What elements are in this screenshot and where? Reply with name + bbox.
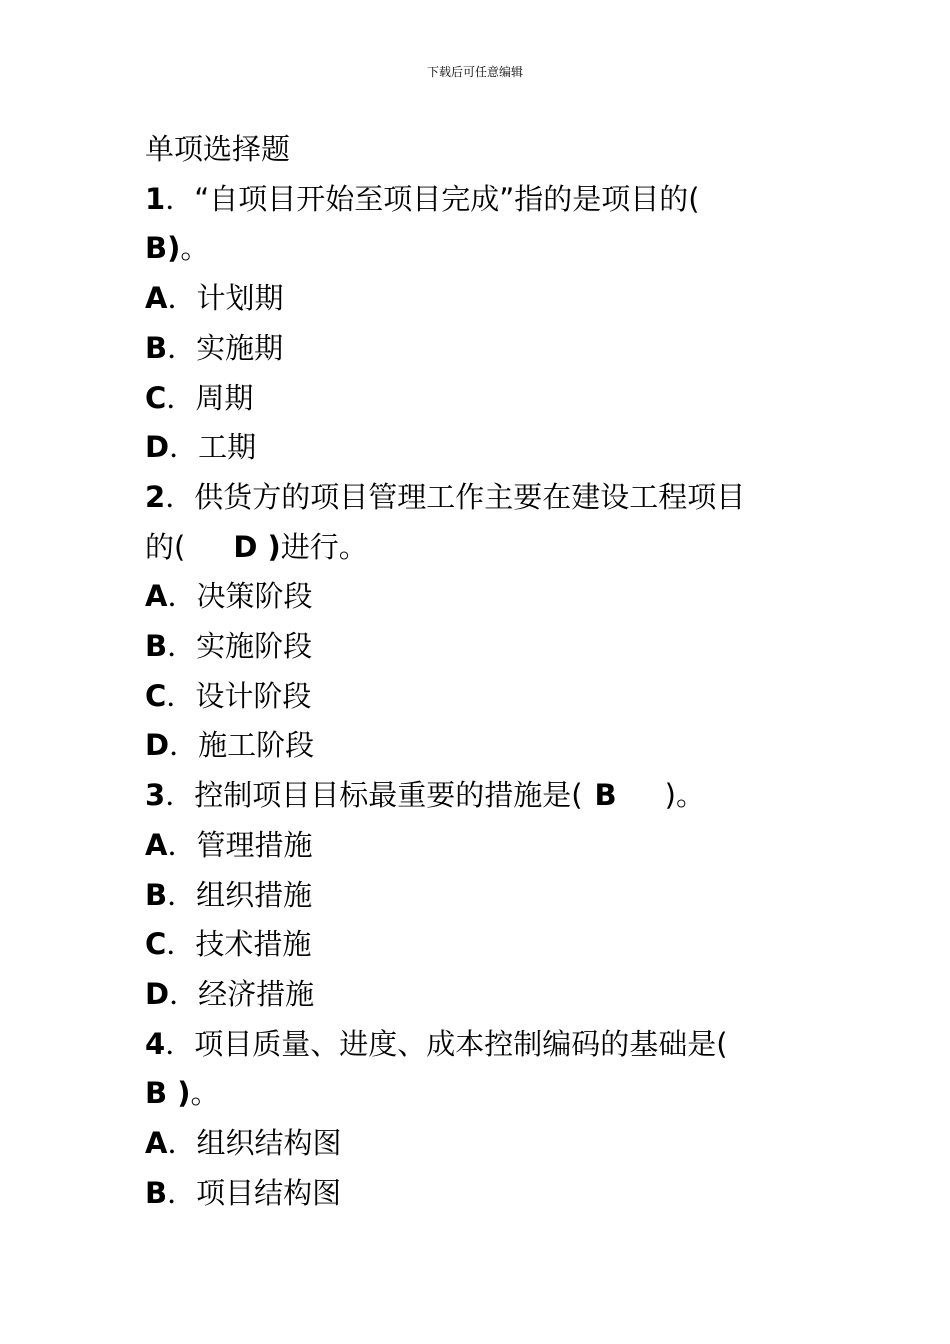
option-text: 决策阶段 — [196, 579, 313, 614]
option-letter: B — [145, 877, 168, 912]
option-text: 周期 — [195, 380, 254, 415]
option-text: 项目结构图 — [196, 1175, 342, 1210]
option-item — [145, 423, 810, 473]
option-sep: ． — [167, 877, 197, 912]
option-text: 实施阶段 — [196, 629, 313, 664]
option-sep: ． — [167, 1175, 197, 1210]
question-text-tail: 。 — [190, 1076, 220, 1111]
question-4-stem-line-1 — [145, 1020, 810, 1070]
option-sep: ． — [169, 430, 199, 465]
option-item — [145, 920, 810, 970]
option-text: 技术措施 — [195, 927, 312, 962]
option-letter: D — [145, 430, 170, 465]
option-item — [145, 274, 810, 324]
question-number: 3 — [145, 778, 166, 813]
option-item — [145, 622, 810, 672]
option-text: 组织结构图 — [196, 1126, 342, 1161]
option-sep: ． — [169, 976, 199, 1011]
option-text: 组织措施 — [196, 877, 313, 912]
option-letter: B — [145, 1175, 168, 1210]
option-letter: B — [145, 330, 168, 365]
question-text: ．供货方的项目管理工作主要在建设工程项目 — [165, 479, 746, 514]
option-text: 经济措施 — [198, 976, 315, 1011]
option-item — [145, 821, 810, 871]
option-sep: ． — [167, 827, 197, 862]
option-sep: ． — [167, 330, 197, 365]
question-1-stem-line-2 — [145, 224, 810, 274]
question-text-pre: 的( — [145, 529, 186, 564]
option-letter: C — [145, 380, 167, 415]
option-item — [145, 970, 810, 1020]
question-text: ．控制项目目标最重要的措施是( — [165, 778, 583, 813]
question-number: 1 — [145, 181, 166, 216]
question-text-tail: 进行。 — [280, 529, 368, 564]
answer-text: B ) — [145, 1076, 191, 1111]
option-letter: A — [145, 281, 168, 316]
question-2-stem-line-2 — [145, 523, 810, 573]
question-number: 4 — [145, 1026, 166, 1061]
answer-text: B) — [145, 231, 181, 266]
option-text: 管理措施 — [196, 827, 313, 862]
option-sep: ． — [166, 927, 196, 962]
option-sep: ． — [167, 281, 197, 316]
question-text-tail: )。 — [664, 778, 705, 813]
option-text: 施工阶段 — [198, 728, 315, 763]
option-item — [145, 1169, 810, 1219]
option-text: 工期 — [198, 430, 257, 465]
option-sep: ． — [166, 678, 196, 713]
question-2-stem-line-1 — [145, 473, 810, 523]
answer-text: B — [594, 778, 617, 813]
option-letter: B — [145, 629, 168, 664]
option-item — [145, 572, 810, 622]
section-heading: 单项选择题 — [145, 132, 291, 166]
question-3-stem-line-1 — [145, 771, 810, 821]
option-sep: ． — [167, 579, 197, 614]
question-text-tail: 。 — [180, 231, 210, 266]
option-text: 计划期 — [196, 281, 284, 316]
option-letter: C — [145, 678, 167, 713]
question-text: ．项目质量、进度、成本控制编码的基础是( — [165, 1026, 728, 1061]
option-item — [145, 721, 810, 771]
page-header: 下载后可任意编辑 — [426, 65, 523, 79]
option-letter: A — [145, 1126, 168, 1161]
document-body — [145, 125, 810, 1218]
option-item — [145, 672, 810, 722]
question-4-stem-line-2 — [145, 1069, 810, 1119]
option-sep: ． — [167, 1126, 197, 1161]
option-sep: ． — [169, 728, 199, 763]
option-letter: D — [145, 976, 170, 1011]
option-letter: C — [145, 927, 167, 962]
option-letter: D — [145, 728, 170, 763]
option-sep: ． — [166, 380, 196, 415]
option-sep: ． — [167, 629, 197, 664]
option-item — [145, 1119, 810, 1169]
question-1-stem-line-1 — [145, 175, 810, 225]
answer-text: D ) — [233, 529, 281, 564]
option-item — [145, 374, 810, 424]
option-text: 设计阶段 — [195, 678, 312, 713]
question-number: 2 — [145, 479, 166, 514]
option-text: 实施期 — [196, 330, 284, 365]
option-item — [145, 324, 810, 374]
question-text: ．“自项目开始至项目完成”指的是项目的( — [165, 181, 700, 216]
option-item — [145, 871, 810, 921]
option-letter: A — [145, 827, 168, 862]
option-letter: A — [145, 579, 168, 614]
